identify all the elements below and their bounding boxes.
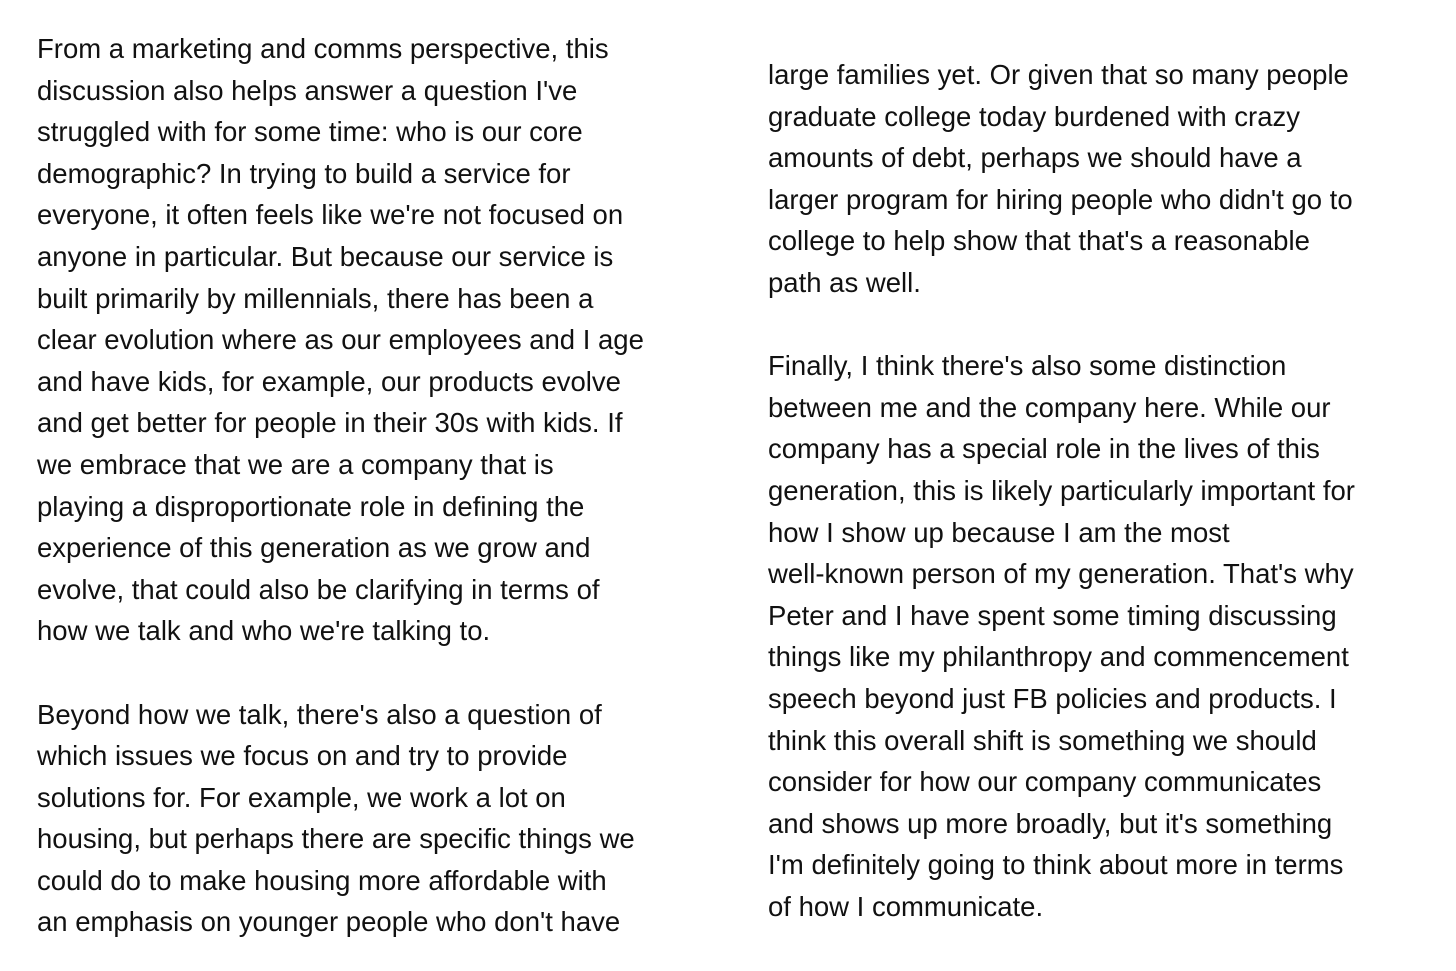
text-line: I'm definitely going to think about more in terms — [768, 849, 1344, 881]
text-line: which issues we focus on and try to provide — [37, 740, 568, 772]
left-column — [37, 0, 727, 943]
text-line: and shows up more broadly, but it's something — [768, 807, 1333, 839]
text-line: speech beyond just FB policies and products. I — [768, 682, 1337, 714]
text-line: company has a special role in the lives of this — [768, 433, 1320, 465]
text-line: could do to make housing more affordable with — [37, 864, 607, 896]
text-line: consider for how our company communicates — [768, 766, 1322, 798]
text-line: large families yet. Or given that so many people — [768, 59, 1349, 90]
text-line: From a marketing and comms perspective, this — [37, 33, 609, 64]
text-line: anyone in particular. But because our service is — [37, 240, 614, 272]
text-line: demographic? In trying to build a service for — [37, 157, 571, 189]
text-line: Beyond how we talk, there's also a question of — [37, 698, 602, 730]
text-line: well-known person of my generation. That's why — [768, 558, 1354, 590]
left-paragraph-1 — [37, 28, 727, 652]
text-line: discussion also helps answer a question I've — [37, 74, 578, 106]
paragraph-gap — [768, 304, 1448, 346]
text-line: college to help show that that's a reasonable — [768, 225, 1310, 257]
text-line: of how I communicate. — [768, 890, 1044, 922]
text-line: how I show up because I am the most — [768, 516, 1230, 548]
text-line: solutions for. For example, we work a lot on — [37, 781, 566, 813]
paragraph-gap — [37, 652, 727, 694]
text-line: playing a disproportionate role in defining the — [37, 490, 585, 522]
right-paragraph-2 — [768, 345, 1448, 927]
text-line: an emphasis on younger people who don't have — [37, 906, 621, 938]
text-line: amounts of debt, perhaps we should have a — [768, 142, 1302, 174]
text-line: Finally, I think there's also some distinction — [768, 350, 1287, 382]
text-line: think this overall shift is something we should — [768, 724, 1317, 756]
text-line: graduate college today burdened with crazy — [768, 100, 1301, 132]
text-line: everyone, it often feels like we're not focused on — [37, 199, 624, 231]
text-line: and have kids, for example, our products evolve — [37, 365, 621, 397]
text-line: larger program for hiring people who didn't go to — [768, 183, 1353, 215]
text-line: things like my philanthropy and commencement — [768, 641, 1349, 673]
text-line: generation, this is likely particularly important for — [768, 474, 1355, 506]
text-line: and get better for people in their 30s with kids. If — [37, 407, 623, 439]
right-column — [768, 0, 1448, 927]
text-line: how we talk and who we're talking to. — [37, 615, 491, 647]
text-line: Peter and I have spent some timing discussing — [768, 599, 1337, 631]
text-line: evolve, that could also be clarifying in terms of — [37, 573, 600, 605]
text-line: between me and the company here. While our — [768, 391, 1331, 423]
text-line: built primarily by millennials, there has been a — [37, 282, 594, 314]
text-line: clear evolution where as our employees and I age — [37, 324, 644, 356]
left-paragraph-2 — [37, 694, 727, 944]
text-line: housing, but perhaps there are specific things we — [37, 823, 635, 855]
right-paragraph-1 — [768, 54, 1448, 304]
text-line: experience of this generation as we grow and — [37, 532, 591, 564]
text-line: struggled with for some time: who is our core — [37, 116, 583, 148]
text-line: path as well. — [768, 266, 921, 298]
text-line: we embrace that we are a company that is — [37, 448, 554, 480]
